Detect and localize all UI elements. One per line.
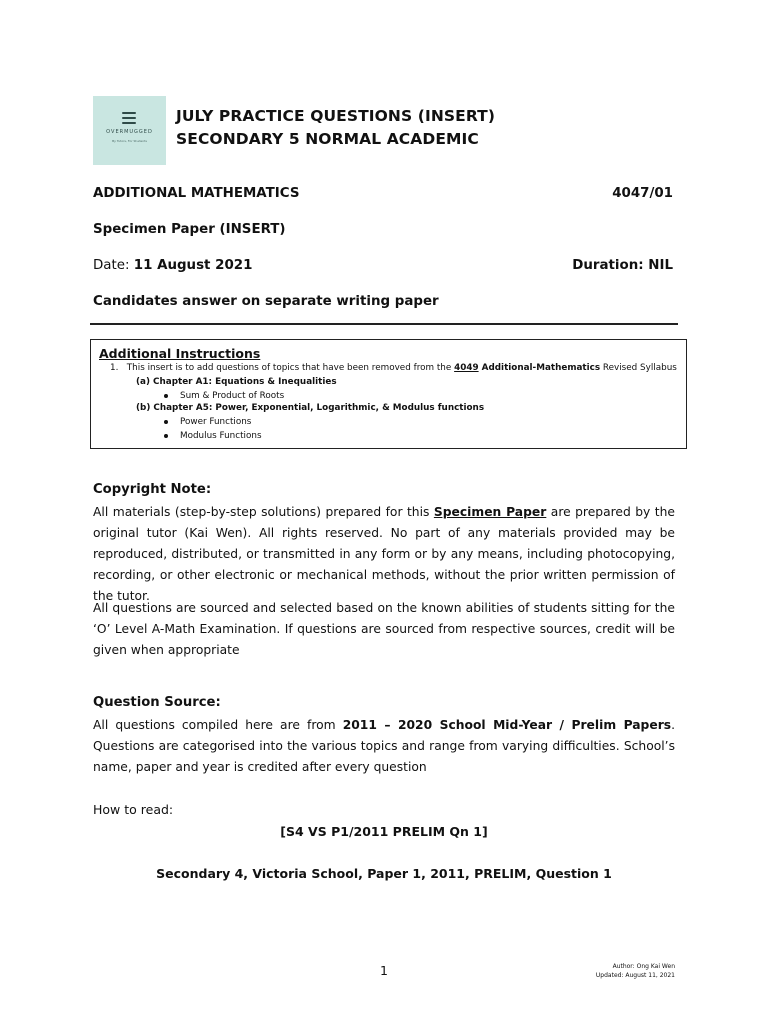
page-subtitle: SECONDARY 5 NORMAL ACADEMIC: [176, 130, 479, 148]
text-bold: 2011 – 2020 School Mid-Year / Prelim Papers: [342, 718, 672, 732]
item-number: 1.: [110, 363, 119, 373]
example-code: [S4 VS P1/2011 PRELIM Qn 1]: [280, 824, 488, 839]
bullet-icon: [164, 394, 168, 398]
footer-credits: [596, 962, 675, 980]
bullet-icon: [164, 420, 168, 424]
instructions-box: [90, 339, 687, 449]
bullet-text: Modulus Functions: [180, 431, 262, 441]
text: . Questions are categorised into the various topics and range from varying difficulties. School’s name, paper and year is credited after every question: [93, 718, 675, 774]
bullet-item: [164, 431, 262, 441]
syllabus-code: 4049: [454, 363, 479, 373]
page-title: JULY PRACTICE QUESTIONS (INSERT): [176, 107, 496, 125]
item-text-end: Revised Syllabus: [600, 363, 677, 373]
date-line: [93, 258, 252, 273]
instruction-item-1: [110, 363, 677, 373]
copyright-paragraph-2: All questions are sourced and selected based on the known abilities of students sitting for the ‘O’ Level A-Math Examination. If questions are sourced from respective sources, credit will be given when appropriate: [93, 601, 675, 657]
bullet-item: [164, 391, 284, 401]
date-value: 11 August 2021: [133, 258, 253, 273]
sub-item-b: (b) Chapter A5: Power, Exponential, Logarithmic, & Modulus functions: [136, 403, 485, 413]
duration: Duration: NIL: [572, 258, 673, 273]
subject-name: ADDITIONAL MATHEMATICS: [93, 186, 300, 201]
source-heading: Question Source:: [93, 695, 221, 710]
logo-tagline: By Tutors, For Students: [112, 139, 147, 143]
how-to-read-label: How to read:: [93, 802, 174, 817]
item-text: This insert is to add questions of topics that have been removed from the: [126, 363, 455, 373]
specimen-paper-link: Specimen Paper: [433, 505, 547, 519]
syllabus-name: Additional-Mathematics: [478, 363, 601, 373]
updated-date: Updated: August 11, 2021: [595, 972, 675, 979]
bullet-icon: [164, 434, 168, 438]
bullet-text: Power Functions: [180, 417, 252, 427]
text: All materials (step-by-step solutions) prepared for this: [93, 505, 434, 519]
text: All questions compiled here are from: [93, 718, 343, 732]
overmugged-logo: [93, 96, 166, 165]
bullet-item: [164, 417, 251, 427]
text: are prepared by the original tutor (Kai Wen). All rights reserved. No part of any materials provided may be reproduced, distributed, or transmitted in any form or by any means, including photocopying, recording, or other electronic or mechanical methods, without the prior written permission of the tutor.: [93, 505, 675, 603]
bullet-text: Sum & Product of Roots: [180, 391, 285, 401]
logo-brand: OVERMUGGED: [106, 129, 153, 135]
author: Author: Ong Kai Wen: [612, 963, 675, 970]
specimen-label: Specimen Paper (INSERT): [93, 222, 286, 237]
copyright-paragraph-1: [93, 502, 675, 607]
divider: [90, 323, 678, 325]
paper-code: 4047/01: [612, 186, 673, 201]
candidates-note: Candidates answer on separate writing paper: [93, 294, 439, 309]
source-paragraph: [93, 715, 675, 778]
sub-item-a: (a) Chapter A1: Equations & Inequalities: [136, 377, 337, 387]
date-label: Date:: [93, 258, 134, 273]
copyright-heading: Copyright Note:: [93, 482, 212, 497]
stack-icon: [122, 112, 136, 124]
page-number: 1: [380, 963, 388, 978]
example-description: Secondary 4, Victoria School, Paper 1, 2011, PRELIM, Question 1: [156, 866, 612, 881]
instructions-title: Additional Instructions: [99, 346, 261, 361]
